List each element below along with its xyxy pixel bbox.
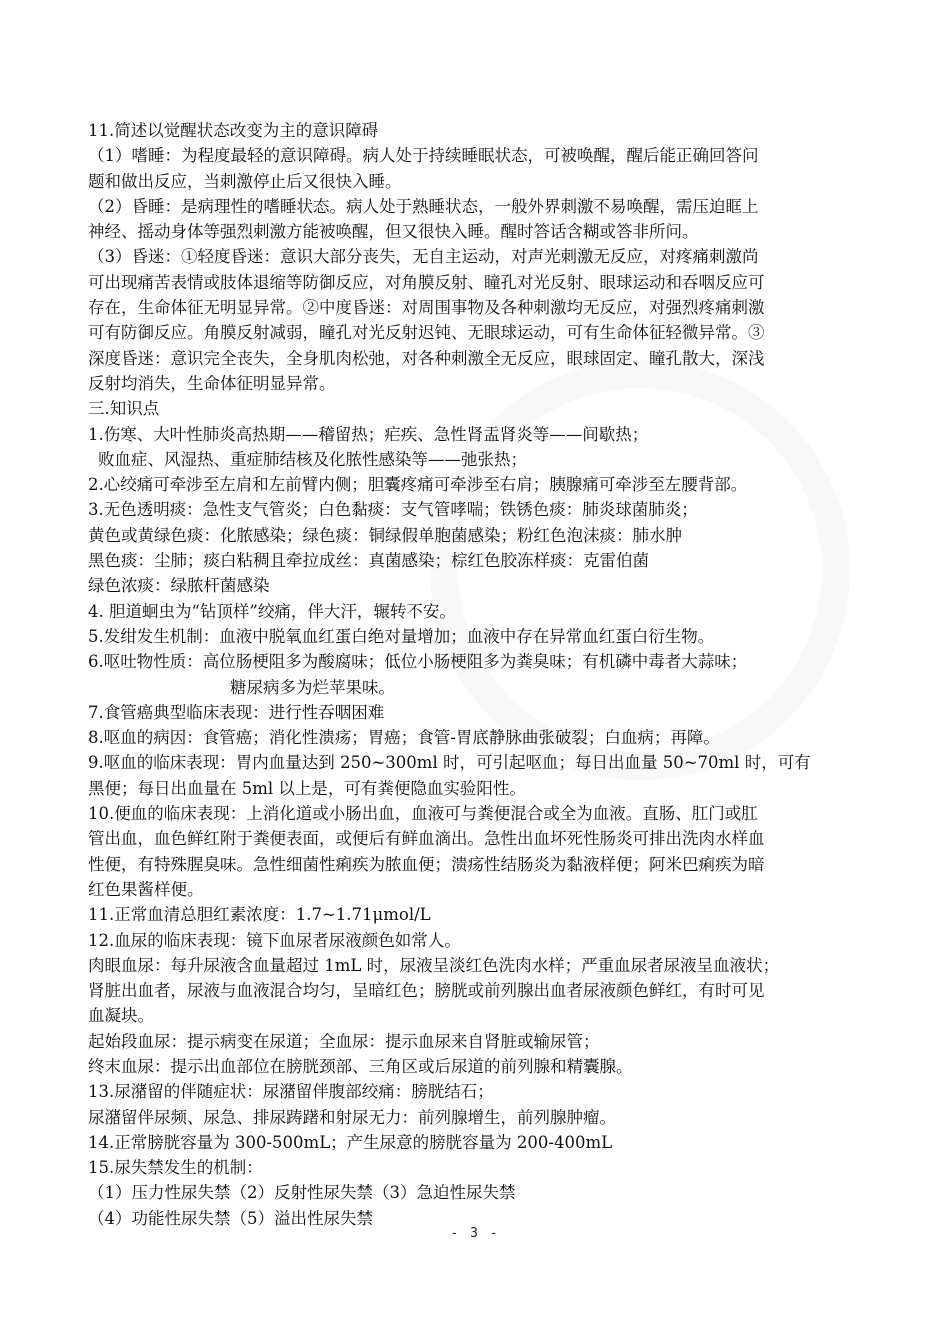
text-line: 黑色痰：尘肺；痰白粘稠且牵拉成丝：真菌感染；棕红色胶冻样痰：克雷伯菌 (88, 551, 649, 571)
document-body (88, 118, 878, 1231)
text-line: 存在，生命体征无明显异常。②中度昏迷：对周围事物及各种刺激均无反应，对强烈疼痛刺激 (88, 298, 765, 318)
text-line: 红色果酱样便。 (88, 879, 204, 899)
section-heading: 三.知识点 (88, 399, 160, 419)
text-line: 5.发绀发生机制：血液中脱氧血红蛋白绝对量增加；血液中存在异常血红蛋白衍生物。 (88, 626, 715, 646)
text-line: 题和做出反应，当刺激停止后又很快入睡。 (88, 171, 402, 191)
text-line: 绿色浓痰：绿脓杆菌感染 (88, 576, 270, 596)
text-line: 败血症、风湿热、重症肺结核及化脓性感染等——弛张热； (98, 449, 527, 469)
text-line: 11.正常血清总胆红素浓度：1.7~1.71μmol/L (88, 905, 431, 925)
text-line: 3.无色透明痰：急性支气管炎；白色黏痰：支气管哮喘；铁锈色痰：肺炎球菌肺炎； (88, 500, 698, 520)
text-line: 15.尿失禁发生的机制： (88, 1158, 263, 1178)
text-line: 管出血，血色鲜红附于粪便表面，或便后有鲜血滴出。急性出血坏死性肠炎可排出洗肉水样血 (88, 829, 765, 849)
text-line: 12.血尿的临床表现：镜下血尿者尿液颜色如常人。 (88, 930, 461, 950)
text-line: 尿潴留伴尿频、尿急、排尿踌躇和射尿无力：前列腺增生，前列腺肿瘤。 (88, 1107, 616, 1127)
text-line: 糖尿病多为烂苹果味。 (230, 677, 395, 697)
text-line: 神经、摇动身体等强烈刺激方能被唤醒，但又很快入睡。醒时答话含糊或答非所问。 (88, 222, 699, 242)
text-line: 血凝块。 (88, 1006, 154, 1026)
text-line: 反射均消失，生命体征明显异常。 (88, 373, 336, 393)
text-line: 肾脏出血者，尿液与血液混合均匀，呈暗红色；膀胱或前列腺出血者尿液颜色鲜红，有时可见 (88, 981, 765, 1001)
text-line: 1.伤寒、大叶性肺炎高热期——稽留热；疟疾、急性肾盂肾炎等——间歇热； (88, 424, 649, 444)
text-line: 8.呕血的病因：食管癌；消化性溃疡；胃癌；食管-胃底静脉曲张破裂；白血病；再障。 (88, 728, 720, 748)
text-line: 起始段血尿：提示病变在尿道；全血尿：提示血尿来自肾脏或输尿管； (88, 1031, 600, 1051)
text-line: （1）压力性尿失禁（2）反射性尿失禁（3）急迫性尿失禁 (88, 1183, 516, 1203)
text-line: （1）嗜睡：为程度最轻的意识障碍。病人处于持续睡眠状态，可被唤醒，醒后能正确回答问 (88, 146, 759, 166)
text-line: 黄色或黄绿色痰：化脓感染；绿色痰：铜绿假单胞菌感染；粉红色泡沫痰：肺水肿 (88, 525, 682, 545)
text-line: 性便，有特殊腥臭味。急性细菌性痢疾为脓血便；溃疡性结肠炎为黏液样便；阿米巴痢疾为暗 (88, 854, 765, 874)
page-number: - 3 - (450, 1226, 500, 1241)
text-line: 黑便；每日出血量在 5ml 以上是，可有粪便隐血实验阳性。 (88, 778, 526, 798)
text-line: 肉眼血尿：每升尿液含血量超过 1mL 时，尿液呈淡红色洗肉水样；严重血尿者尿液呈血液状； (88, 955, 780, 975)
text-line: 9.呕血的临床表现：胃内血量达到 250~300ml 时，可引起呕血；每日出血量 50~70ml 时，可有 (88, 753, 811, 773)
text-line: 终末血尿：提示出血部位在膀胱颈部、三角区或后尿道的前列腺和精囊腺。 (88, 1056, 633, 1076)
text-line: 14.正常膀胱容量为 300-500mL；产生尿意的膀胱容量为 200-400mL (88, 1132, 613, 1152)
text-line: 4. 胆道蛔虫为“钻顶样”绞痛，伴大汗，辗转不安。 (88, 601, 456, 621)
text-line: 可有防御反应。角膜反射减弱，瞳孔对光反射迟钝、无眼球运动，可有生命体征轻微异常。③ (88, 323, 765, 343)
text-line: （2）昏睡：是病理性的嗜睡状态。病人处于熟睡状态，一般外界刺激不易唤醒，需压迫眶上 (88, 196, 759, 216)
text-line: 7.食管癌典型临床表现：进行性吞咽困难 (88, 702, 385, 722)
text-line: （4）功能性尿失禁（5）溢出性尿失禁 (88, 1208, 373, 1228)
section-heading: 11.简述以觉醒状态改变为主的意识障碍 (88, 121, 379, 140)
text-line: 10.便血的临床表现：上消化道或小肠出血，血液可与粪便混合或全为血液。直肠、肛门或肛 (88, 804, 758, 824)
text-line: 2.心绞痛可牵涉至左肩和左前臂内侧；胆囊疼痛可牵涉至右肩；胰腺痛可牵涉至左腰背部。 (88, 475, 748, 495)
text-line: 可出现痛苦表情或肢体退缩等防御反应，对角膜反射、瞳孔对光反射、眼球运动和吞咽反应可 (88, 272, 765, 292)
text-line: 6.呕吐物性质：高位肠梗阻多为酸腐味；低位小肠梗阻多为粪臭味；有机磷中毒者大蒜味； (88, 652, 748, 672)
text-line: （3）昏迷：①轻度昏迷：意识大部分丧失，无自主运动，对声光刺激无反应，对疼痛刺激尚 (88, 247, 759, 267)
text-line: 13.尿潴留的伴随症状：尿潴留伴腹部绞痛：膀胱结石； (88, 1082, 494, 1102)
text-line: 深度昏迷：意识完全丧失，全身肌肉松弛，对各种刺激全无反应，眼球固定、瞳孔散大，深浅 (88, 348, 765, 368)
